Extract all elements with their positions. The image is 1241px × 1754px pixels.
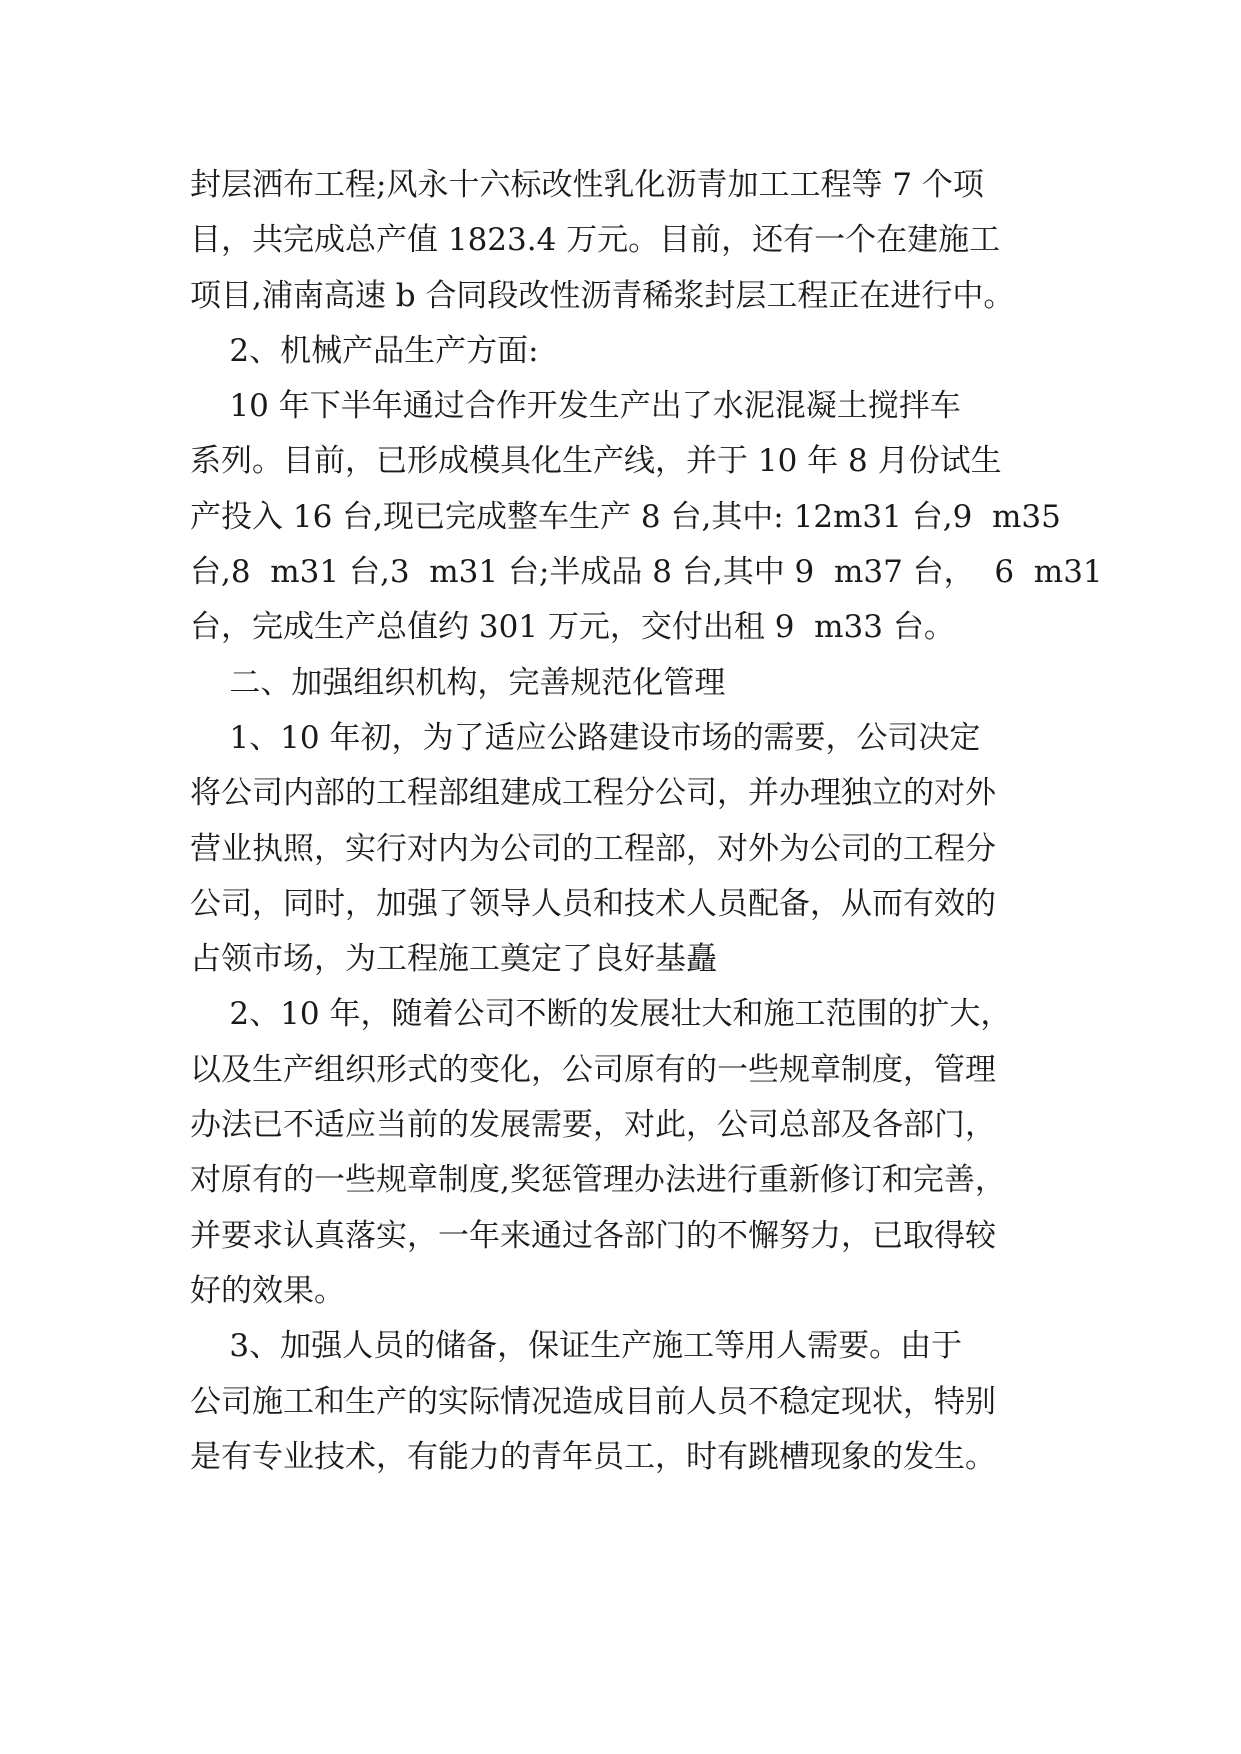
text-line: 目，共完成总产值 1823.4 万元。目前，还有一个在建施工	[190, 222, 1001, 259]
text-line: 系列。目前，已形成模具化生产线，并于 10 年 8 月份试生	[190, 443, 1002, 480]
text-line: 营业执照，实行对内为公司的工程部，对外为公司的工程分	[190, 830, 996, 867]
text-line: 2、10 年，随着公司不断的发展壮大和施工范围的扩大，	[190, 996, 1012, 1033]
text-line: 将公司内部的工程部组建成工程分公司，并办理独立的对外	[190, 775, 996, 812]
section-heading: 2、机械产品生产方面:	[190, 332, 539, 369]
text-line: 以及生产组织形式的变化，公司原有的一些规章制度，管理	[190, 1051, 996, 1088]
text-line: 10 年下半年通过合作开发生产出了水泥混凝土搅拌车	[190, 388, 961, 425]
text-line: 项目,浦南高速 b 合同段改性沥青稀浆封层工程正在进行中。	[190, 277, 1015, 314]
text-line: 台，完成生产总值约 301 万元，交付出租 9 m33 台。	[190, 609, 955, 646]
text-line: 1、10 年初，为了适应公路建设市场的需要，公司决定	[190, 719, 981, 756]
text-line: 公司，同时，加强了领导人员和技术人员配备，从而有效的	[190, 885, 996, 922]
text-line: 台,8 m31 台,3 m31 台;半成品 8 台,其中 9 m37 台， 6 m31	[190, 554, 1103, 591]
text-line: 产投入 16 台,现已完成整车生产 8 台,其中: 12m31 台,9 m35	[190, 498, 1061, 535]
text-line: 封层洒布工程;风永十六标改性乳化沥青加工工程等 7 个项	[190, 167, 984, 203]
text-line: 对原有的一些规章制度,奖惩管理办法进行重新修订和完善，	[190, 1162, 1006, 1199]
text-line: 办法已不适应当前的发展需要，对此，公司总部及各部门，	[190, 1107, 996, 1144]
text-line: 公司施工和生产的实际情况造成目前人员不稳定现状，特别	[190, 1383, 996, 1420]
body-text	[190, 158, 1103, 1485]
section-heading: 二、加强组织机构，完善规范化管理	[190, 664, 726, 701]
text-line: 占领市场，为工程施工奠定了良好基矗	[190, 941, 717, 978]
text-line: 并要求认真落实，一年来通过各部门的不懈努力，已取得较	[190, 1217, 996, 1254]
text-line: 好的效果。	[190, 1272, 345, 1309]
text-line: 3、加强人员的储备，保证生产施工等用人需要。由于	[190, 1328, 963, 1365]
text-line: 是有专业技术，有能力的青年员工，时有跳槽现象的发生。	[190, 1438, 996, 1475]
